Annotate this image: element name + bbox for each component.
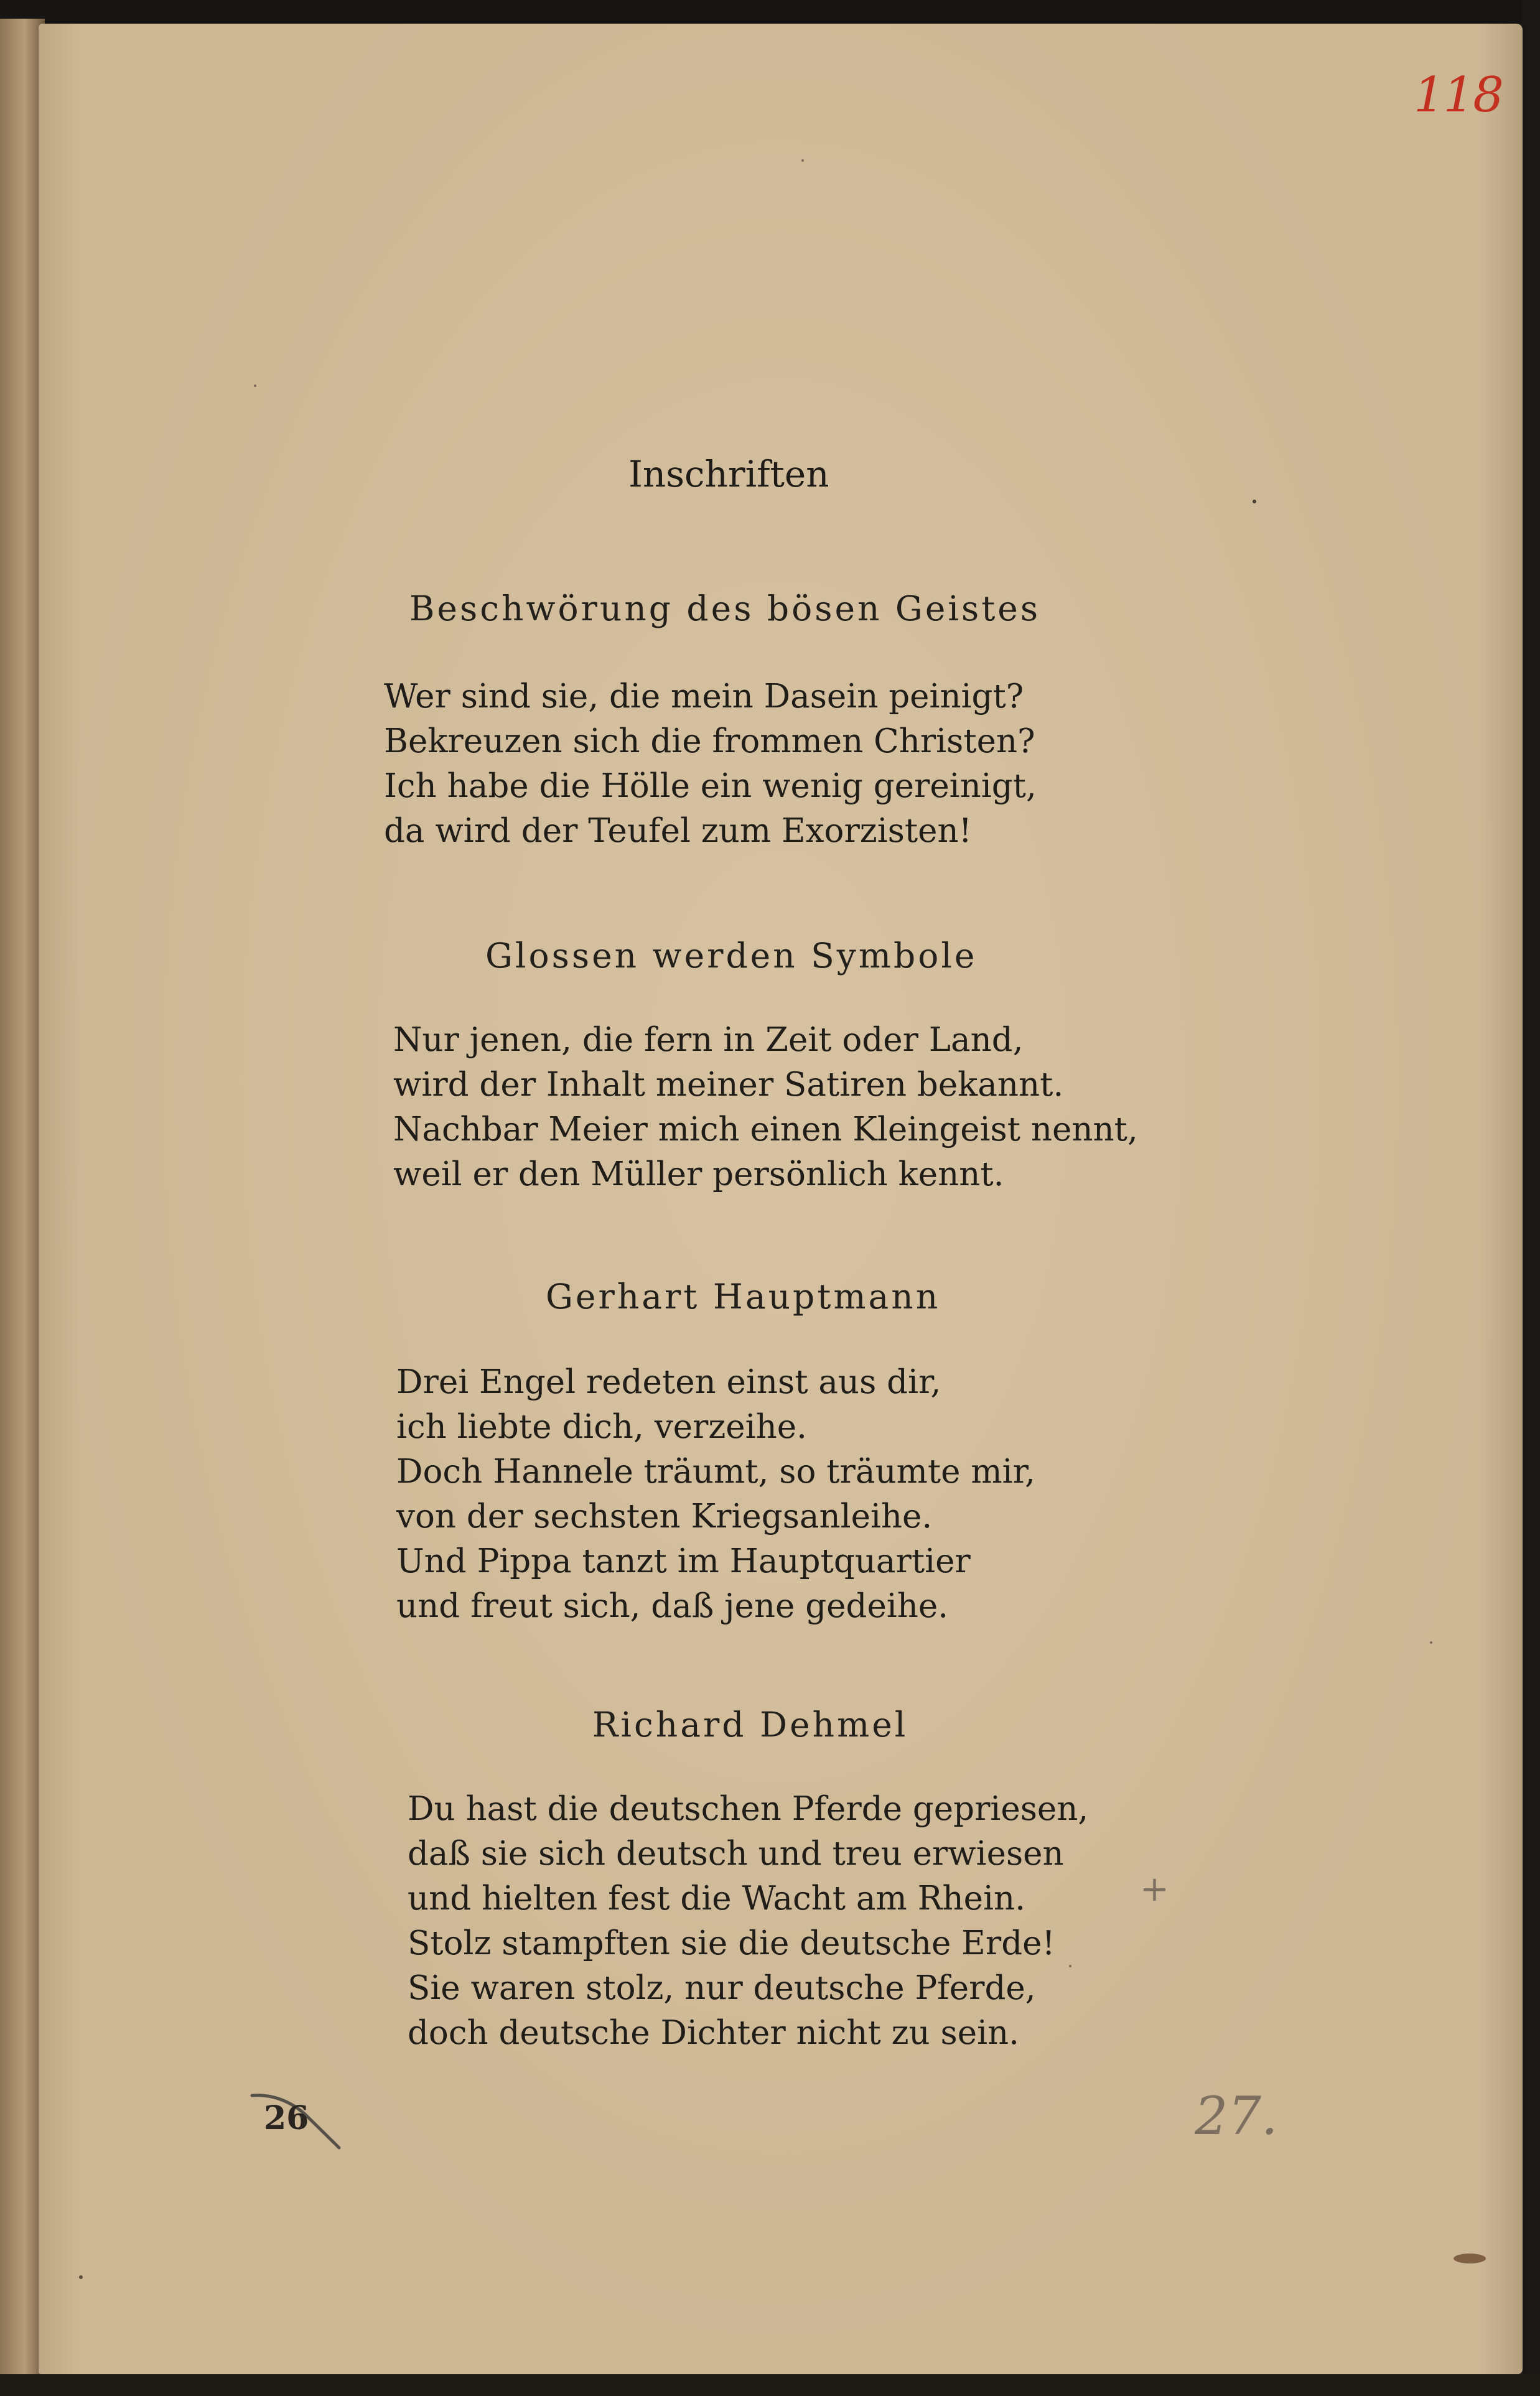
scan-top-border <box>0 0 1540 24</box>
section-title-hauptmann: Gerhart Hauptmann <box>546 1277 941 1317</box>
verse-line: da wird der Teufel zum Exorzisten! <box>384 812 972 850</box>
verse-line: Und Pippa tanzt im Hauptquartier <box>396 1542 971 1580</box>
verse-line: Ich habe die Hölle ein wenig gereinigt, <box>384 767 1037 805</box>
verse-line: und freut sich, daß jene gedeihe. <box>396 1587 949 1625</box>
verse-line: daß sie sich deutsch und treu erwiesen <box>408 1835 1064 1873</box>
verse-beschwoerung <box>384 674 1037 854</box>
verse-line: und hielten fest die Wacht am Rhein. <box>408 1880 1025 1918</box>
verse-line: ich liebte dich, verzeihe. <box>396 1408 807 1446</box>
verse-line: Nachbar Meier mich einen Kleingeist nennt, <box>393 1111 1138 1149</box>
verse-dehmel <box>408 1787 1088 2056</box>
verse-line: Stolz stampften sie die deutsche Erde! <box>408 1924 1055 1962</box>
scan-bottom-border <box>0 2374 1540 2396</box>
verse-line: Sie waren stolz, nur deutsche Pferde, <box>408 1969 1036 2007</box>
verse-line: von der sechsten Kriegsanleihe. <box>396 1498 933 1536</box>
collection-title: Inschriften <box>628 453 829 495</box>
verse-line: Doch Hannele träumt, so träumte mir, <box>396 1453 1035 1491</box>
section-title-dehmel: Richard Dehmel <box>592 1705 908 1745</box>
pencil-page-number: 27. <box>1195 2086 1278 2147</box>
verse-glossen <box>393 1018 1138 1197</box>
scan-right-border <box>1523 0 1540 2396</box>
folio-number: 118 <box>1414 67 1503 123</box>
section-title-beschwoerung: Beschwörung des bösen Geistes <box>409 589 1041 628</box>
verse-line: Bekreuzen sich die frommen Christen? <box>384 722 1035 760</box>
verse-line: Drei Engel redeten einst aus dir, <box>396 1363 941 1401</box>
verse-line: Wer sind sie, die mein Dasein peinigt? <box>384 678 1024 716</box>
verse-line: Nur jenen, die fern in Zeit oder Land, <box>393 1021 1024 1059</box>
printed-page-number: 26 <box>264 2099 309 2137</box>
pencil-plus-mark: + <box>1140 1869 1169 1909</box>
verse-line: weil er den Müller persönlich kennt. <box>393 1155 1004 1193</box>
section-title-glossen: Glossen werden Symbole <box>485 936 978 976</box>
verse-line: wird der Inhalt meiner Satiren bekannt. <box>393 1066 1064 1104</box>
verse-line: Du hast die deutschen Pferde gepriesen, <box>408 1790 1089 1828</box>
verse-line: doch deutsche Dichter nicht zu sein. <box>408 2014 1020 2052</box>
verse-hauptmann <box>396 1360 1035 1629</box>
